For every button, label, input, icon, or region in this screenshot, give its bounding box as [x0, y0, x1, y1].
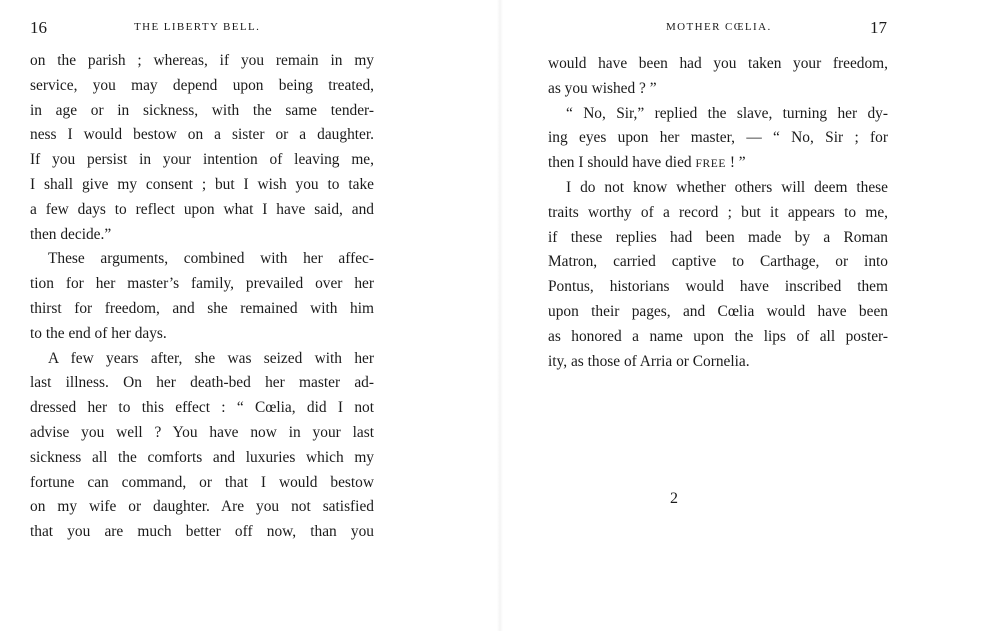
text-line: upon their pages, and Cœlia would have been [548, 302, 888, 320]
text-line: Matron, carried captive to Carthage, or into [548, 253, 888, 271]
text-line: would have been had you taken your freedom, [548, 55, 888, 72]
text-line: service, you may depend upon being treated, [30, 76, 374, 94]
text-fragment: ! ” [725, 154, 746, 172]
text-line: on the parish ; whereas, if you remain in my [30, 52, 374, 69]
text-line: as honored a name upon the lips of all poster- [548, 327, 888, 345]
right-page [500, 0, 1000, 631]
text-line: traits worthy of a record ; but it appears to me, [548, 203, 888, 221]
text-line: on my wife or daughter. Are you not satisfied [30, 498, 374, 516]
text-line: to the end of her days. [30, 324, 167, 342]
text-line: I shall give my consent ; but I wish you to take [30, 175, 374, 193]
text-line: thirst for freedom, and she remained with him [30, 299, 374, 317]
signature-mark: 2 [670, 490, 678, 507]
right-running-head: MOTHER CŒLIA. [666, 21, 772, 33]
right-page-number: 17 [870, 18, 887, 37]
text-line: dressed her to this effect : “ Cœlia, did I not [30, 399, 374, 417]
text-line: if these replies had been made by a Roman [548, 228, 888, 246]
text-line: last illness. On her death-bed her master ad- [30, 374, 374, 392]
left-page-number: 16 [30, 18, 47, 37]
text-line: Pontus, historians would have inscribed them [548, 278, 888, 296]
text-line: “ No, Sir,” replied the slave, turning her dy- [566, 104, 888, 122]
text-line-with-small-caps [548, 151, 888, 176]
text-line: If you persist in your intention of leaving me, [30, 151, 374, 169]
text-fragment: then I should have died [548, 154, 696, 172]
text-line: fortune can command, or that I would bestow [30, 473, 374, 491]
right-body-text [548, 52, 888, 374]
text-line: a few days to reflect upon what I have said, and [30, 200, 374, 218]
text-line: then decide.” [30, 225, 112, 243]
left-body-text [30, 49, 374, 545]
text-line: I do not know whether others will deem these [566, 178, 888, 196]
text-line: These arguments, combined with her affec- [48, 250, 374, 268]
text-line: A few years after, she was seized with her [48, 349, 374, 367]
left-running-head: THE LIBERTY BELL. [134, 21, 261, 33]
small-caps-word: FREE [695, 158, 726, 171]
text-line: sickness all the comforts and luxuries which my [30, 448, 374, 466]
text-line: ness I would bestow on a sister or a daughter. [30, 126, 374, 144]
text-line: tion for her master’s family, prevailed over her [30, 275, 374, 293]
text-line: ity, as those of Arria or Cornelia. [548, 352, 750, 370]
text-line: in age or in sickness, with the same tender- [30, 101, 374, 119]
text-line: advise you well ? You have now in your last [30, 423, 374, 441]
text-line: that you are much better off now, than you [30, 523, 374, 541]
text-line: as you wished ? ” [548, 79, 657, 97]
text-line: ing eyes upon her master, — “ No, Sir ; for [548, 129, 888, 147]
